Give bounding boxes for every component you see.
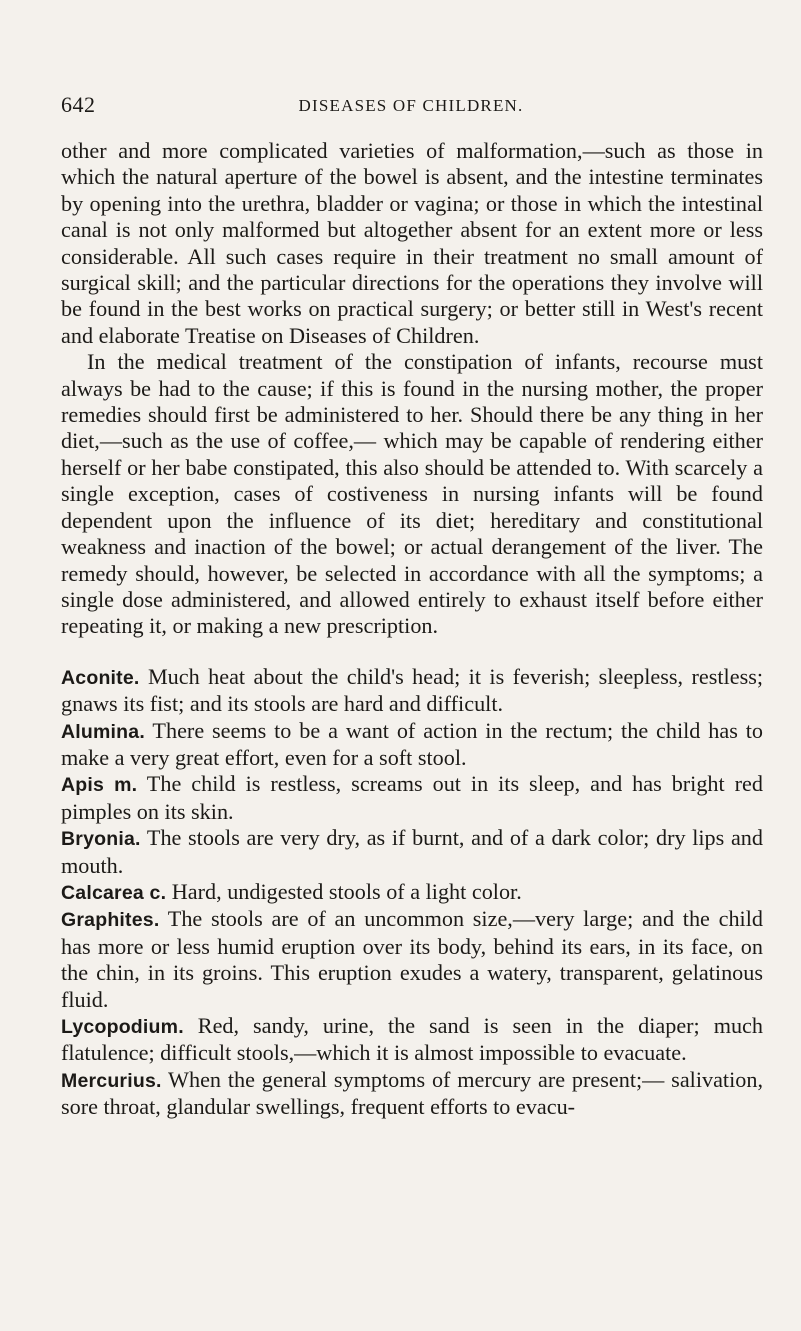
remedy-entry-graphites (61, 906, 763, 1013)
remedy-description: When the general symptoms of mercury are present;— salivation, sore throat, glandular swellings, frequent efforts to evacu- (61, 1066, 763, 1120)
remedy-name: Mercurius. (61, 1069, 162, 1092)
remedy-entry-mercurius (61, 1067, 763, 1121)
remedy-name: Bryonia. (61, 828, 141, 851)
remedy-description: Red, sandy, urine, the sand is seen in the diaper; much flatulence; difficult stools,—which it is almost impossible to evacuate. (61, 1013, 763, 1066)
body-text (61, 138, 763, 1121)
remedy-entry-lycopodium (61, 1013, 763, 1067)
remedy-description: Hard, undigested stools of a light color. (166, 878, 522, 904)
paragraph-medical-treatment: In the medical treatment of the constipation of infants, recourse must always be had to the cause; if this is found in the nursing mother, the proper remedies should first be administered to her. Should there be any thing in her diet,—such as the use of coffee,— which may be capable of rendering either herself or her babe constipated, this also should be attended to. With scarcely a single exception, cases of costiveness in nursing infants will be found dependent upon the influence of its diet; hereditary and constitutional weakness and inaction of the bowel; or actual derangement of the liver. The remedy should, however, be selected in accordance with all the symptoms; a single dose administered, and allowed entirely to exhaust itself before either repeating it, or making a new prescription. (61, 349, 763, 639)
paragraph-malformation: other and more complicated varieties of malformation,—such as those in which the natural aperture of the bowel is absent, and the intestine terminates by opening into the urethra, bladder or vagina; or those in which the intestinal canal is not only malformed but altogether absent for an extent more or less considerable. All such cases require in their treatment no small amount of surgical skill; and the particular directions for the operations they involve will be found in the best works on practical surgery; or better still in West's recent and elaborate Treatise on Diseases of Children. (61, 138, 763, 348)
remedy-description: The stools are very dry, as if burnt, and of a dark color; dry lips and mouth. (61, 825, 763, 878)
remedy-name: Calcarea c. (61, 881, 167, 904)
remedy-name: Apis m. (61, 774, 138, 797)
remedy-description: The stools are of an uncommon size,—very large; and the child has more or less humid eruption over its body, behind its ears, in its face, on the chin, in its groins. This eruption exudes a watery, transparent, gelatinous fluid. (61, 906, 763, 1012)
remedy-name: Graphites. (61, 909, 160, 932)
remedy-list (61, 664, 763, 1121)
page-number: 642 (61, 92, 96, 117)
remedy-entry-calcarea (61, 879, 763, 906)
remedy-name: Aconite. (61, 666, 140, 689)
remedy-name: Lycopodium. (61, 1016, 184, 1038)
remedy-entry-alumina (61, 718, 763, 772)
running-title: DISEASES OF CHILDREN. (298, 96, 524, 115)
running-head (61, 92, 761, 118)
remedy-description: Much heat about the child's head; it is feverish; sleepless, restless; gnaws its fist; and its stools are hard and difficult. (61, 663, 763, 717)
remedy-entry-apis (61, 771, 763, 825)
remedy-entry-aconite (61, 664, 763, 718)
remedy-description: There seems to be a want of action in the rectum; the child has to make a very great effort, even for a soft stool. (61, 717, 763, 770)
remedy-description: The child is restless, screams out in its sleep, and has bright red pimples on its skin. (61, 771, 763, 824)
remedy-name: Alumina. (61, 720, 145, 743)
remedy-entry-bryonia (61, 825, 763, 879)
